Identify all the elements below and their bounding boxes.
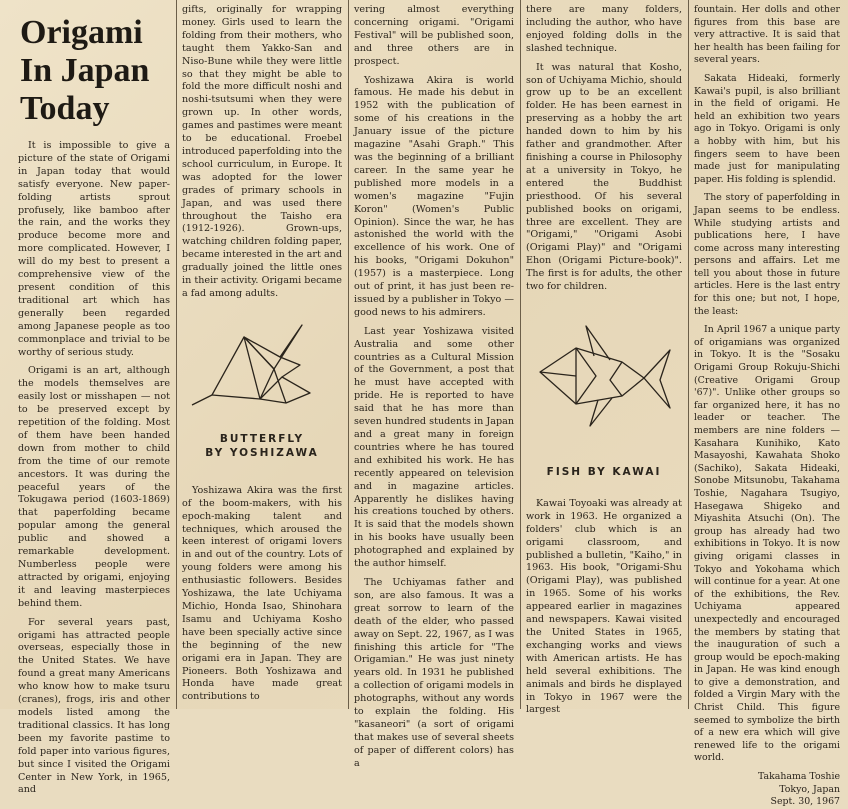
- paragraph: Sakata Hideaki, formerly Kawai's pupil, is also brilliant in the field of origami. He held an exhibition two years ago in Tokyo. Origami is only a hobby with him, but his fingers seem to have been made just for manipulating paper. His folding is splendid.: [694, 72, 840, 185]
- author-location: Tokyo, Japan: [779, 783, 840, 795]
- fish-figure: [526, 300, 682, 490]
- paragraph: fountain. Her dolls and other figures from this base are very attractive. It is said that her health has been failing for several years.: [694, 4, 840, 66]
- column-1: [18, 4, 170, 796]
- paragraph: For several years past, origami has attracted people overseas, especially those in the United States. We have found a great many Americans who know how to make tsuru (cranes), frogs, iris and other models listed among the traditional classics. It has long been my favorite pastime to fold paper into various figures, but since I visited the Origami Center in New York, in 1965, and: [18, 616, 170, 796]
- figure-caption: [182, 432, 342, 460]
- column-5: [694, 4, 840, 808]
- column-divider: [348, 0, 349, 709]
- author-name: Takahama Toshie: [757, 771, 840, 783]
- column-divider: [520, 0, 521, 709]
- paragraph: gifts, originally for wrapping money. Girls used to learn the folding from their mothers, who taught them Yakko-San and Niso-Bune while they were little so that they might be able to fold the more difficult noshi and noshi-tsutsumi when they were grown up. In other words, games and pastimes were meant to be educational. Froebel introduced paperfolding into the school curriculum, in Europe. It was adopted for the lower grades of primary schools in Japan, and was used there throughout the Taisho era (1912-1926). Grown-ups, watching children folding paper, became interested in the art and gradually joined the little ones in their activity. Origami became a fad among adults.: [182, 4, 342, 299]
- paragraph: there are many folders, including the author, who have enjoyed folding dolls in the slashed technique.: [526, 4, 682, 54]
- column-divider: [176, 0, 177, 709]
- article-date: Sept. 30, 1967: [770, 796, 840, 808]
- column-4: [526, 4, 682, 716]
- fish-illustration: [526, 300, 682, 460]
- paragraph: Last year Yoshizawa visited Australia and some other countries as a Cultural Mission of the Government, a post that he must have accepted with pride. He is reported to have said that he has more than seven hundred students in Japan and a great many in foreign countries where he has toured and exhibited his work. He has recently appeared on television and in magazine articles. Apparently he dislikes having his creations touched by others. It is said that the models shown in his books have usually been photographed and explained by the author himself.: [354, 325, 514, 570]
- article-title: [20, 14, 170, 128]
- paragraph: Yoshizawa Akira is world famous. He made his debut in 1952 with the publication of some of his creations in the January issue of the picture magazine "Asahi Graph." This was the beginning of a brilliant career. In the same year he published more models in a women's magazine "Fujin Koron" (Women's Public Opinion). Since the war, he has astonished the world with the excellence of his work. One of his books, "Origami Dokuhon" (1957) is a masterpiece. Long out of print, it has just been re-issued by a publisher in Tokyo — good news to his admirers.: [354, 74, 514, 318]
- paragraph: Origami is an art, although the models themselves are easily lost or misshapen — not to be preserved except by repetition of the folding. Most of them have been handed down from mother to child from the time of our remote ancestors. It was during the peaceful years of the Tokugawa period (1603-1869) that paperfolding became popular among the general public and showed a remarkable development. Numberless people were attracted by origami, enjoying it and leaving masterpieces behind them.: [18, 365, 170, 609]
- column-3: [354, 4, 514, 769]
- butterfly-figure: [182, 307, 342, 477]
- caption-title: BUTTERFLY: [219, 432, 305, 445]
- paragraph: Kawai Toyoaki was already at work in 1963. He organized a folders' club which is an origami classroom, and published a bulletin, "Kaiho," in 1963. His book, "Origami-Shu (Origami Play), was published in 1965. Some of his works appeared earlier in magazines and newspapers. Kawai visited the United States in 1965, exchanging works and views with American artists. He has held several exhibitions. The animals and birds he displayed in Tokyo in 1967 were the largest: [526, 497, 682, 716]
- paragraph: The story of paperfolding in Japan seems to be endless. While studying artists and publications here, I have come across many interesting persons and affairs. Let me tell you about those in future articles. Here is the last entry for this one; but not, I hope, the least:: [694, 192, 840, 317]
- caption-author: BY YOSHIZAWA: [205, 446, 319, 459]
- paragraph: It is impossible to give a picture of the state of Origami in Japan today that would satisfy everyone. New paper-folding artists sprout profusely, like bamboo after the rain, and the works they produce become more and more complicated. However, I will do my best to present a comprehensive view of the present condition of this traditional art which has generally been regarded among Japanese people as too commonplace and trivial to be worthy of serious study.: [18, 140, 170, 358]
- paragraph: In April 1967 a unique party of origamians was organized in Tokyo. It is the "Sosaku Origami Group Rokuju-Shichi (Creative Origami Group '67)". Unlike other groups so far organized here, it has no leader or teacher. The members are nine folders — Kasahara Kunihiko, Kato Masayoshi, Kawahata Shoko (Sachiko), Sakata Hideaki, Sonobe Mitsunobu, Takahama Toshie, Nagahara Tsugiyo, Hasegawa Shigeko and Miyashita Atsuchi (On). The group has already had two exhibitions in Tokyo. It is now giving origami classes in Tokyo and Yokohama which will continue for a year. At one of the exhibitions, the Rev. Uchiyama appeared unexpectedly and encouraged the members by stating that the inauguration of such a group would be epoch-making in Japan. He was kind enough to give a demonstration, and folded a Virgin Mary with the Christ Child. This figure seemed to symbolize the birth of a new era which will give renewed life to the origami world.: [694, 324, 840, 764]
- title-line-3: Today: [20, 90, 110, 127]
- title-line-1: Origami: [20, 14, 143, 51]
- paragraph: Yoshizawa Akira was the first of the boom-makers, with his epoch-making talent and techniques, which aroused the keen interest of origami lovers in and out of the country. Lots of young folders were among his enthusiastic followers. Besides Yoshizawa, the late Uchiyama Michio, Honda Isao, Shinohara Isamu and Uchiyama Kosho have been specially active since the beginning of the new origami era in Japan. They are Pioneers. Both Yoshizawa and Honda have made great contributions to: [182, 484, 342, 703]
- paragraph: vering almost everything concerning origami. "Origami Festival" will be published soon, and three others are in prospect.: [354, 4, 514, 67]
- paragraph: It was natural that Kosho, son of Uchiyama Michio, should grow up to be an excellent folder. He has been earnest in preserving as a hobby the art handed down to him by his father and grandmother. After finishing a course in Philosophy at a university in Tokyo, he entered the Buddhist priesthood. Of his several published books on origami, three are excellent. They are "Origami," "Origami Asobi (Origami Play)" and "Origami Ehon (Origami Picture-book)". The first is for adults, the other two for children.: [526, 61, 682, 293]
- title-line-2: In Japan: [20, 52, 150, 89]
- figure-caption: FISH BY KAWAI: [546, 465, 662, 478]
- butterfly-illustration: [182, 307, 342, 427]
- column-divider: [688, 0, 689, 709]
- column-2: [182, 4, 342, 709]
- paragraph: The Uchiyamas father and son, are also famous. It was a great sorrow to learn of the death of the elder, who passed away on Sept. 22, 1967, as I was finishing this article for "The Origamian." He was just ninety years old. In 1931 he published a collection of origami models in photographs, without any words to explain the folding. His "kasaneori" (a sort of origami that makes use of several sheets of paper of different colors) has a: [354, 576, 514, 769]
